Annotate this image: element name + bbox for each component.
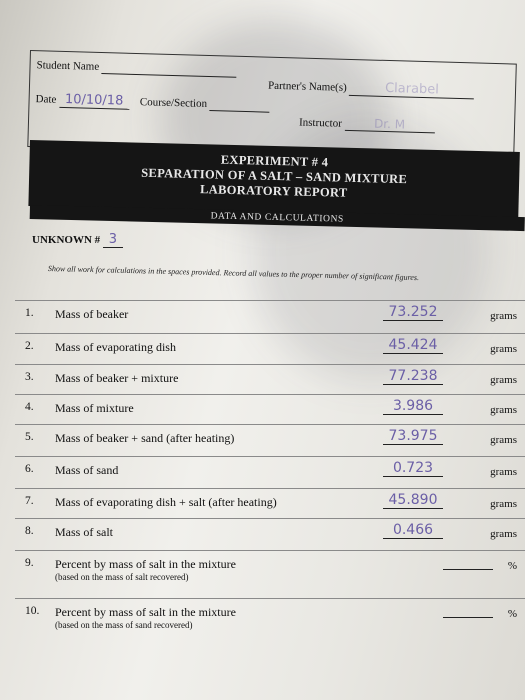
unknown-label: UNKNOWN #	[32, 234, 101, 246]
table-row	[15, 456, 525, 488]
row-label: Mass of beaker + mixture	[55, 371, 179, 385]
unknown-value[interactable]: 3	[103, 232, 123, 248]
row-label: Percent by mass of salt in the mixture	[55, 605, 236, 619]
row-label: Mass of salt	[55, 525, 113, 539]
row-unit: grams	[490, 498, 517, 510]
row-value[interactable]: 45.890	[383, 492, 443, 509]
row-unit: grams	[490, 343, 517, 355]
data-calculations-heading: DATA AND CALCULATIONS	[30, 205, 525, 231]
row-label: Mass of sand	[55, 463, 119, 477]
student-name-label: Student Name	[36, 59, 100, 73]
row-value[interactable]: 0.723	[383, 460, 443, 477]
date-field[interactable]: 10/10/18	[59, 92, 129, 110]
row-label: Mass of evaporating dish + salt (after heating)	[55, 495, 277, 509]
row-number: 4.	[25, 401, 34, 413]
table-row	[15, 598, 525, 644]
row-number: 9.	[25, 557, 34, 569]
row-value[interactable]	[443, 559, 493, 570]
table-row	[15, 424, 525, 456]
report-title: LABORATORY REPORT	[199, 182, 348, 200]
row-sublabel: (based on the mass of sand recovered)	[55, 620, 193, 630]
row-number: 7.	[25, 495, 34, 507]
course-label: Course/Section	[139, 96, 208, 110]
row-unit: grams	[490, 434, 517, 446]
student-name-field[interactable]	[102, 61, 237, 78]
instructor-label: Instructor	[298, 116, 342, 130]
row-label: Mass of beaker + sand (after heating)	[55, 431, 235, 445]
row-value[interactable]: 77.238	[383, 368, 443, 385]
row-value[interactable]: 73.975	[383, 428, 443, 445]
instructions-text: Show all work for calculations in the spaces provided. Record all values to the proper number of significant figures.	[47, 264, 420, 283]
row-unit: %	[507, 608, 517, 620]
row-value[interactable]: 3.986	[383, 398, 443, 415]
unknown-field	[32, 232, 123, 248]
table-row	[15, 300, 525, 332]
row-unit: grams	[490, 466, 517, 478]
row-value[interactable]: 0.466	[383, 522, 443, 539]
row-number: 3.	[25, 371, 34, 383]
table-row	[15, 518, 525, 550]
row-number: 8.	[25, 525, 34, 537]
row-label: Mass of evaporating dish	[55, 340, 176, 354]
row-label: Mass of mixture	[55, 401, 134, 415]
table-row	[15, 488, 525, 520]
row-value[interactable]: 45.424	[383, 337, 443, 354]
row-number: 5.	[25, 431, 34, 443]
row-number: 10.	[25, 605, 40, 617]
date-label: Date	[35, 93, 57, 106]
course-field[interactable]	[210, 98, 270, 113]
row-unit: grams	[490, 528, 517, 540]
row-sublabel: (based on the mass of salt recovered)	[55, 572, 189, 582]
table-row	[15, 394, 525, 426]
table-row	[15, 333, 525, 365]
row-value[interactable]	[443, 607, 493, 618]
row-number: 1.	[25, 307, 34, 319]
row-label: Mass of beaker	[55, 307, 129, 321]
table-row	[15, 364, 525, 396]
partners-field[interactable]: Clarabel	[349, 80, 474, 99]
instructor-field[interactable]: Dr. M	[344, 116, 434, 134]
table-row	[15, 550, 525, 596]
row-unit: %	[507, 560, 517, 572]
row-unit: grams	[490, 374, 517, 386]
experiment-number: EXPERIMENT # 4	[220, 152, 329, 170]
row-value[interactable]: 73.252	[383, 304, 443, 321]
partners-label: Partner's Name(s)	[267, 79, 347, 94]
row-number: 2.	[25, 340, 34, 352]
row-label: Percent by mass of salt in the mixture	[55, 557, 236, 571]
experiment-title: SEPARATION OF A SALT – SAND MIXTURE	[141, 165, 408, 187]
row-unit: grams	[490, 310, 517, 322]
row-number: 6.	[25, 463, 34, 475]
row-unit: grams	[490, 404, 517, 416]
